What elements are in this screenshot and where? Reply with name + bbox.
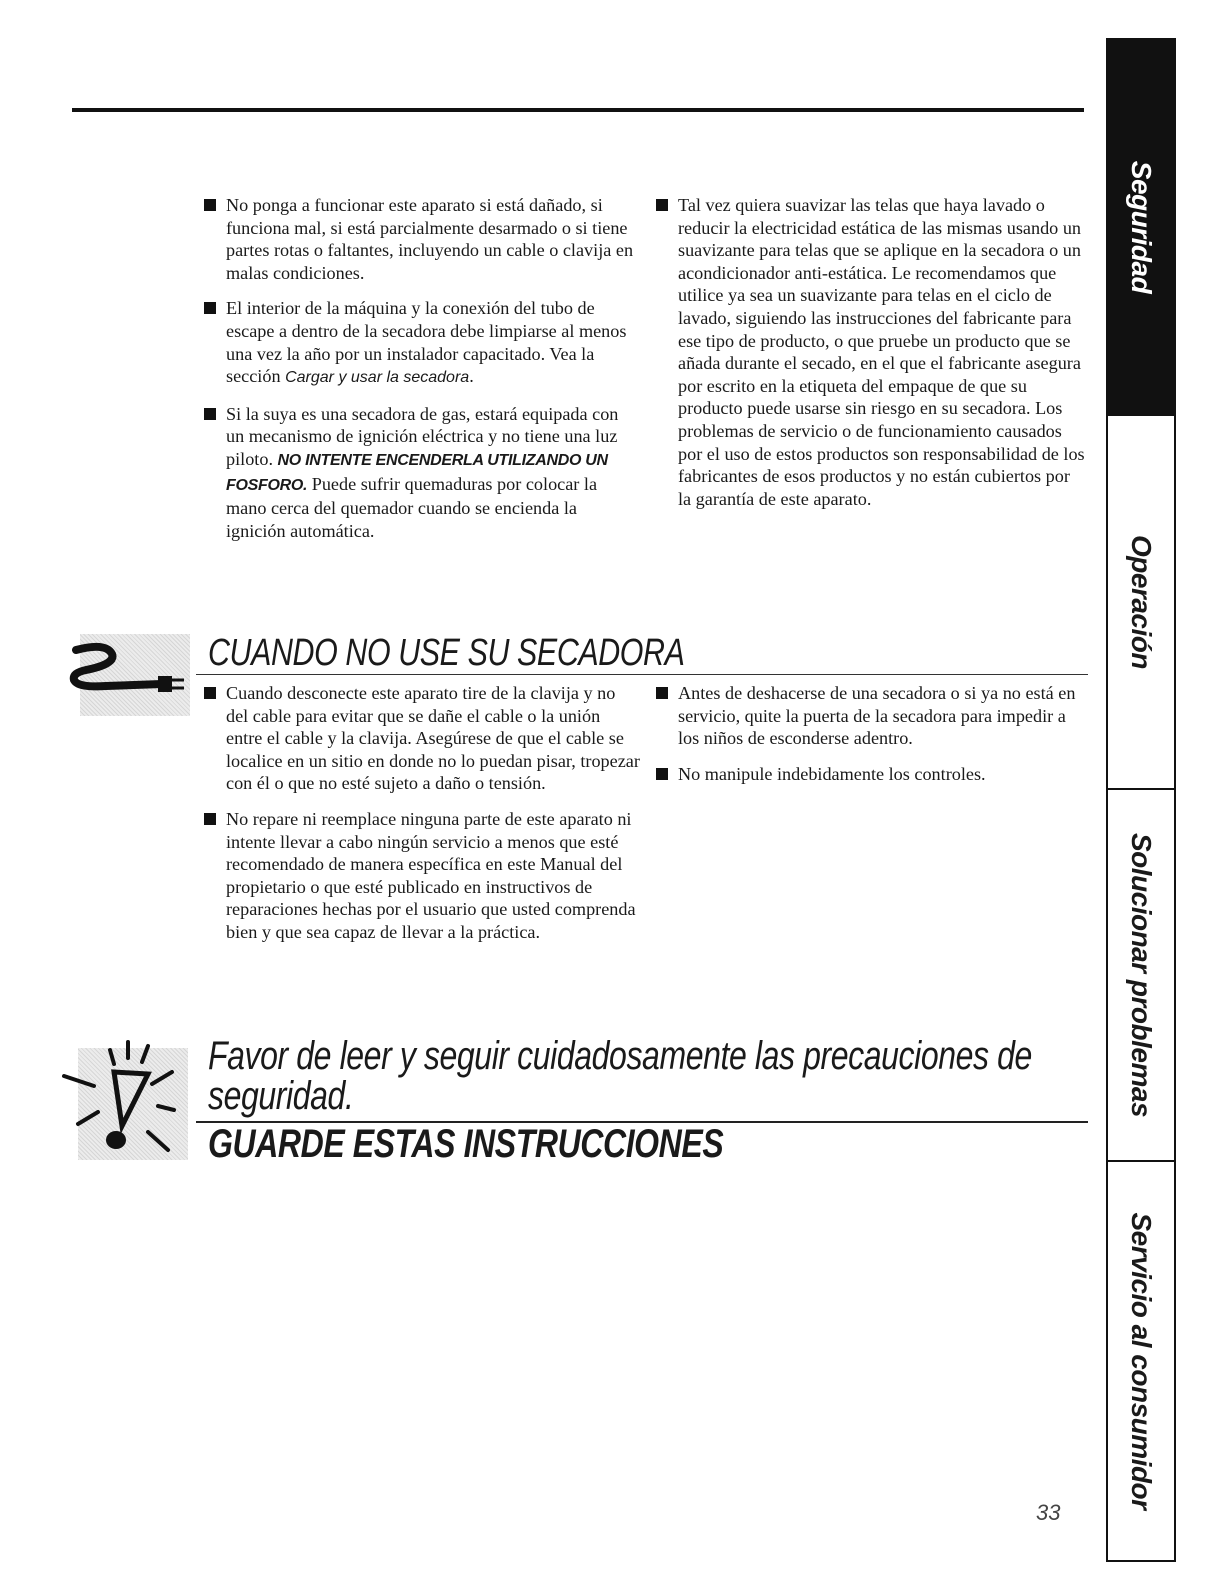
bullet-item: Si la suya es una secadora de gas, estará equipada con un mecanismo de ignición eléctrica y no tiene una luz piloto. NO INTENTE ENCENDERLA UTILIZANDO UN FOSFORO. Puede sufrir quemaduras por colocar la mano cerca del quemador cuando se encienda la ignición automática. — [204, 403, 640, 543]
right-column-top — [656, 194, 1086, 523]
tab-operacion[interactable] — [1108, 416, 1174, 790]
section-title: CUANDO NO USE SU SECADORA — [208, 632, 685, 674]
section-divider — [196, 674, 1088, 675]
plug-icon — [66, 640, 196, 696]
safety-reminder: Favor de leer y seguir cuidadosamente las precauciones de seguridad. — [208, 1034, 1032, 1118]
right-column-bottom — [656, 682, 1086, 798]
tab-servicio-al-consumidor[interactable] — [1108, 1162, 1174, 1560]
page-number: 33 — [1036, 1500, 1061, 1525]
exclamation-warning-icon — [60, 1036, 190, 1160]
left-column-bottom — [204, 682, 640, 957]
bullet-item: Antes de deshacerse de una secadora o si ya no está en servicio, quite la puerta de la secadora para impedir a los niños de esconderse adentro. — [656, 682, 1086, 750]
top-rule — [72, 108, 1084, 112]
tab-label: Operación — [1126, 535, 1157, 669]
tab-label: Solucionar problemas — [1126, 832, 1157, 1118]
tab-label: Seguridad — [1126, 160, 1157, 294]
bullet-item: Tal vez quiera suavizar las telas que haya lavado o reducir la electricidad estática de las mismas usando un suavizante para telas que se aplique en la secadora o un acondicionador anti-estática. Le recomendamos que utilice ya sea un suavizante para telas en el ciclo de lavado, siguiendo las instrucciones del fabricante para ese tipo de producto, o que pruebe un producto que se añada durante el secado, en el que el fabricante asegura por escrito en la etiqueta del empaque de que su producto puede usarse sin riesgo en su secadora. Los problemas de servicio o de funcionamiento causados por el uso de estos productos son responsabilidad de los fabricantes de esos productos y no están cubiertos por la garantía de este aparato. — [656, 194, 1086, 510]
section-tabs — [1106, 38, 1176, 1562]
tab-seguridad[interactable] — [1108, 40, 1174, 416]
bullet-item: No repare ni reemplace ninguna parte de este aparato ni intente llevar a cabo ningún servicio a menos que esté recomendado de manera específica en este Manual del propietario o que esté publicado en instructivos de reparaciones hechas por el usuario que usted comprenda bien y que sea capaz de llevar a la práctica. — [204, 808, 640, 944]
bullet-item: No manipule indebidamente los controles. — [656, 763, 1086, 786]
tab-label: Servicio al consumidor — [1126, 1212, 1157, 1510]
bullet-item: El interior de la máquina y la conexión del tubo de escape a dentro de la secadora debe limpiarse al menos una vez la año por un instalador capacitado. Vea la sección Cargar y usar la secadora. — [204, 297, 640, 389]
left-column-top — [204, 194, 640, 555]
bullet-item: Cuando desconecte este aparato tire de la clavija y no del cable para evitar que se dañe el cable o la unión entre el cable y la clavija. Asegúrese de que el cable se localice en un sitio en donde no lo puedan pisar, tropezar con él o que no esté sujeto a daño o tensión. — [204, 682, 640, 795]
save-instructions-title: GUARDE ESTAS INSTRUCCIONES — [208, 1122, 724, 1166]
warning-emphasis: NO INTENTE ENCENDERLA UTILIZANDO UN FOSFORO. — [226, 451, 608, 494]
section-reference: Cargar y usar la secadora — [285, 369, 470, 387]
bullet-item: No ponga a funcionar este aparato si está dañado, si funciona mal, si está parcialmente desarmado o si tiene partes rotas o faltantes, incluyendo un cable o clavija en malas condiciones. — [204, 194, 640, 284]
tab-solucionar-problemas[interactable] — [1108, 790, 1174, 1162]
